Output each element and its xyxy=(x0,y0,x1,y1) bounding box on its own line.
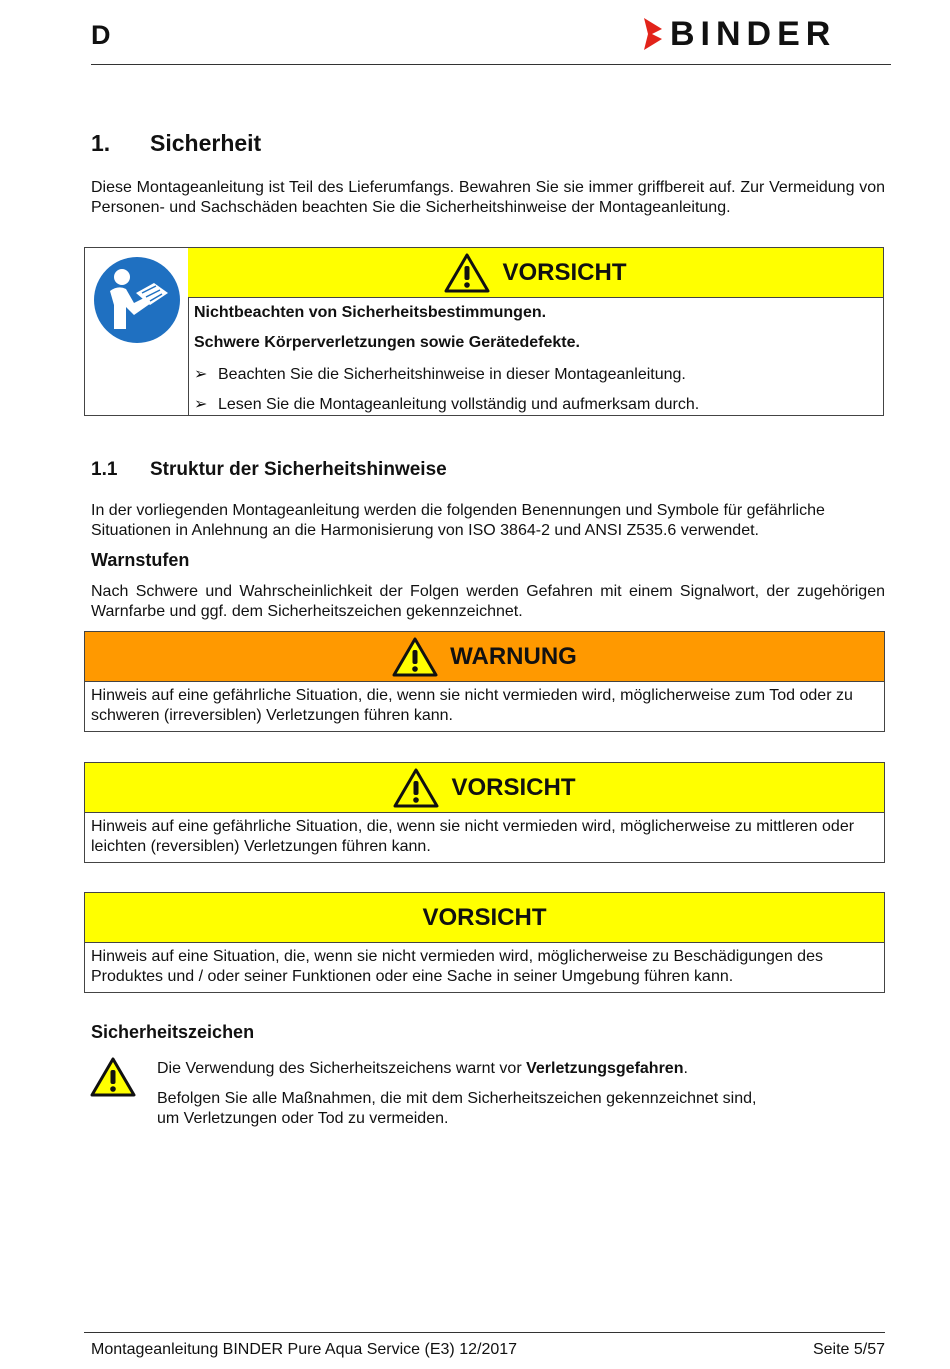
footer-document-title: Montageanleitung BINDER Pure Aqua Service (E3) 12/2017 xyxy=(91,1341,518,1358)
warnstufen-heading: Warnstufen xyxy=(91,550,190,570)
bullet-item xyxy=(194,394,699,414)
read-manual-icon xyxy=(92,255,182,345)
safety-sign-line xyxy=(157,1060,688,1078)
bullet-item xyxy=(194,364,686,384)
hazard-text: Hinweis auf eine gefährliche Situation, die, wenn sie nicht vermieden wird, möglicherweise zum Tod oder zu schweren (irreversiblen) Verletzungen führen kann. xyxy=(91,687,853,724)
binder-arrow-icon xyxy=(640,14,890,54)
hazard-header xyxy=(85,893,884,943)
section-title: Sicherheit xyxy=(150,130,262,156)
safety-sign-heading: Sicherheitszeichen xyxy=(91,1022,255,1042)
binder-logo xyxy=(640,14,890,54)
signal-word: WARNUNG xyxy=(450,642,577,670)
bullet-text: Beachten Sie die Sicherheitshinweise in dieser Montageanleitung. xyxy=(218,366,686,383)
signal-word: VORSICHT xyxy=(502,258,627,286)
safety-sign-text: . xyxy=(683,1060,688,1077)
hazard-text: Hinweis auf eine gefährliche Situation, die, wenn sie nicht vermieden wird, möglicherweise zu mittleren oder leichten (reversiblen) Verletzungen führen kann. xyxy=(91,818,855,855)
notice-line: Nichtbeachten von Sicherheitsbestimmungen. xyxy=(194,304,547,321)
section-number: 1. xyxy=(91,130,111,156)
warning-triangle-icon xyxy=(392,637,438,677)
hazard-text: Hinweis auf eine Situation, die, wenn sie nicht vermieden wird, möglicherweise zu Beschädigungen des Produktes und / oder seiner Funktionen oder eine Sache in seiner Umgebung führen kann. xyxy=(91,948,823,985)
warning-triangle-icon xyxy=(90,1057,136,1097)
safety-sign-line: um Verletzungen oder Tod zu vermeiden. xyxy=(157,1110,449,1127)
hazard-box-warning xyxy=(84,631,885,732)
subsection-heading xyxy=(91,459,447,481)
footer-page-number: Seite 5/57 xyxy=(812,1341,885,1358)
logo-text: BINDER xyxy=(670,15,837,53)
header-divider xyxy=(91,64,891,65)
bullet-arrow-icon: ➢ xyxy=(194,396,208,413)
section-heading xyxy=(91,130,261,157)
subsection-number: 1.1 xyxy=(91,459,118,480)
signal-word: VORSICHT xyxy=(451,773,576,801)
subsection-intro: In der vorliegenden Montageanleitung werden die folgenden Benennungen und Symbole für gefährliche Situationen in Anlehnung an die Harmonisierung von ISO 3864-2 und ANSI Z535.6 verwendet. xyxy=(91,502,825,539)
safety-sign-line: Befolgen Sie alle Maßnahmen, die mit dem Sicherheitszeichen gekennzeichnet sind, xyxy=(157,1090,757,1107)
section-intro: Diese Montageanleitung ist Teil des Lieferumfangs. Bewahren Sie sie immer griffbereit auf. Zur Vermeidung von Personen- und Sachschäden beachten Sie die Sicherheitshinweise der Montageanleitung. xyxy=(91,179,885,216)
bullet-text: Lesen Sie die Montageanleitung vollständig und aufmerksam durch. xyxy=(218,396,700,413)
safety-sign-emphasis: Verletzungsgefahren xyxy=(526,1060,684,1077)
notice-header xyxy=(188,248,883,298)
warnstufen-text: Nach Schwere und Wahrscheinlichkeit der Folgen werden Gefahren mit einem Signalwort, der zugehörigen Warnfarbe und ggf. dem Sicherheitszeichen gekennzeichnet. xyxy=(91,583,885,620)
subsection-title: Struktur der Sicherheitshinweise xyxy=(150,459,447,480)
footer-divider xyxy=(84,1332,885,1333)
hazard-header xyxy=(85,763,884,813)
language-code: D xyxy=(91,20,111,50)
notice-box xyxy=(84,247,884,416)
notice-icon-cell xyxy=(85,248,189,415)
hazard-header xyxy=(85,632,884,682)
warning-triangle-icon xyxy=(393,768,439,808)
warning-triangle-icon xyxy=(444,253,490,293)
signal-word: VORSICHT xyxy=(422,903,547,931)
notice-line: Schwere Körperverletzungen sowie Gerätedefekte. xyxy=(194,334,580,351)
hazard-box-notice xyxy=(84,892,885,993)
bullet-arrow-icon: ➢ xyxy=(194,366,208,383)
safety-sign-text: Die Verwendung des Sicherheitszeichens warnt vor xyxy=(157,1060,527,1077)
hazard-box-caution xyxy=(84,762,885,863)
